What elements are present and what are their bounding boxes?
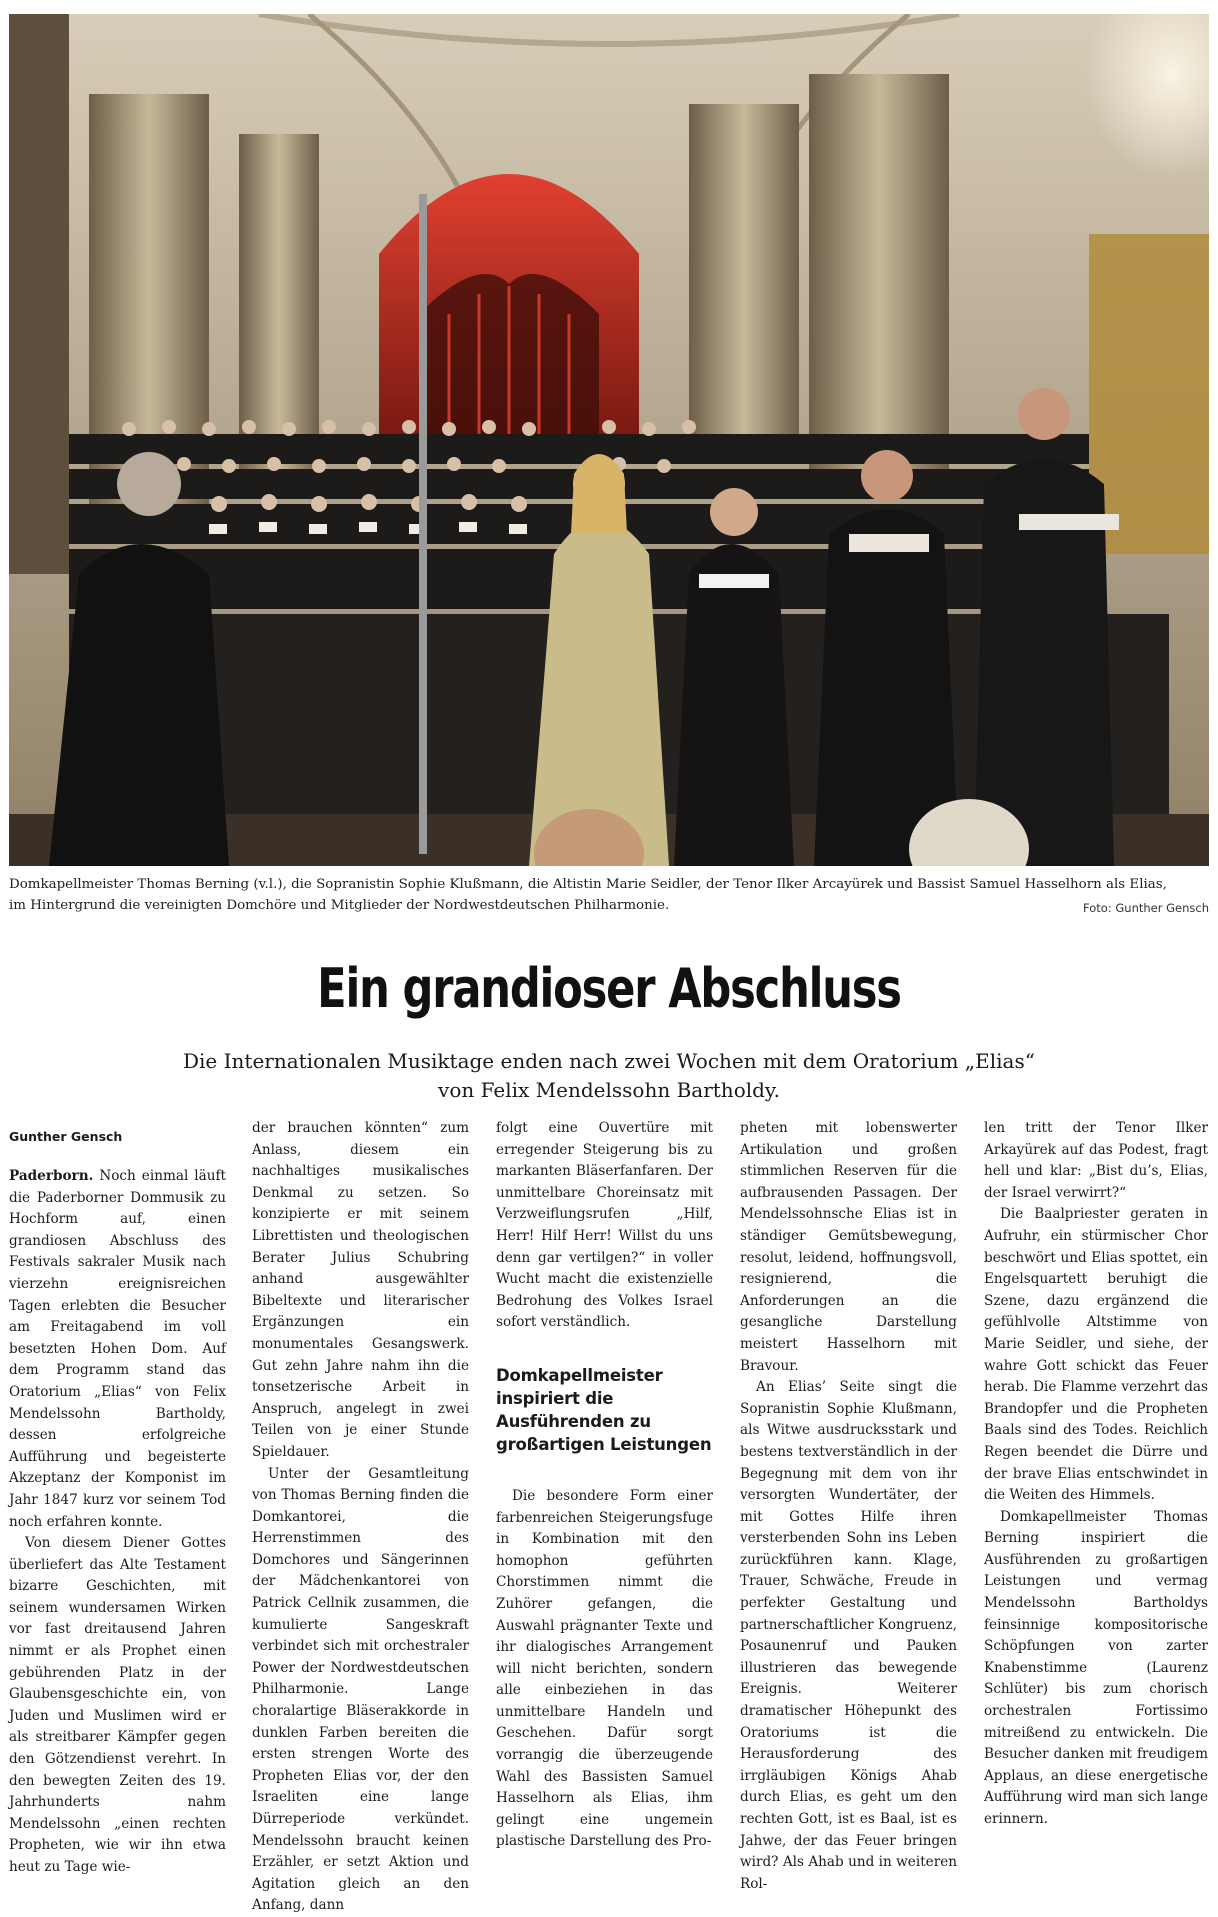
section-subtitle: Domkapellmeister inspiriert die Ausführenden zu großartigen Leistungen — [496, 1365, 712, 1454]
subheadline — [0, 1047, 1218, 1105]
article-column-5 — [984, 1118, 1208, 1831]
article-column-4 — [740, 1118, 957, 1895]
article-paragraph: Unter der Gesamtleitung von Thomas Berning finden die Domkantorei, die Herrenstimmen des Domchores und Sängerinnen der Mädchenkantorei von Patrick Cellnik zusammen, die kumulierte Sangeskraft verbindet sich mit orchestraler Power der Nordwestdeutschen Philharmonie. Lange choralartige Bläserakkorde in dunklen Farben bereiten die ersten strengen Worte des Propheten Elias vor, der den Israeliten eine lange Dürreperiode verkündet. Mendelssohn braucht keinen Erzähler, er setzt Aktion und Agitation gleich an den Anfang, dann — [252, 1465, 469, 1914]
article-paragraph — [9, 1166, 226, 1533]
article-paragraph: Domkapellmeister Thomas Berning inspiriert die Ausführenden zu großartigen Leistungen und vermag Mendelssohn Bartholdys feinsinnige kompositorische Schöpfungen von zarter Knabenstimme (Laurenz Schlüter) bis zum chorisch orchestralen Fortissimo mitreißend zu entwickeln. Die Besucher danken mit freudigem Applaus, an diese energetische Aufführung wird man sich lange erinnern. — [984, 1508, 1208, 1827]
article-paragraph: Von diesem Diener Gottes überliefert das Alte Testament bizarre Geschichten, mit seinem wundersamen Wirken vor fast dreitausend Jahren nimmt er als Prophet einen gebührenden Platz in der Glaubensgeschichte ein, von Juden und Muslimen wird er als streitbarer Kämpfer gegen den Götzendienst verehrt. In den bewegten Zeiten des 19. Jahrhunderts nahm Mendelssohn „einen rechten Propheten, wie wir ihn etwa heut zu Tage wie- — [9, 1535, 226, 1875]
photo-caption — [9, 874, 1209, 916]
headline: Ein grandioser Abschluss — [317, 957, 901, 1020]
caption-line-1: Domkapellmeister Thomas Berning (v.l.), die Sopranistin Sophie Klußmann, die Altistin Marie Seidler, der Tenor Ilker Arcayürek und Bassist Samuel Hasselhorn als Elias, — [9, 877, 1167, 892]
article-paragraph: pheten mit lobenswerter Artikulation und großen stimmlichen Reserven für die aufbrausenden Passagen. Der Mendelssohnsche Elias ist in ständiger Gemütsbewegung, resolut, leidend, hoffnungsvoll, resignierend, die Anforderungen an die gesangliche Darstellung meistert Hasselhorn mit Bravour. — [740, 1120, 957, 1374]
article-column-1 — [9, 1118, 226, 1879]
article-paragraph: len tritt der Tenor Ilker Arkayürek auf das Podest, fragt hell und klar: „Bist du’s, Elias, der Israel verwirrt?“ — [984, 1120, 1208, 1201]
article-column-3 — [496, 1118, 713, 1853]
caption-line-2: im Hintergrund die vereinigten Domchöre und Mitglieder der Nordwestdeutschen Philharmonie. — [9, 898, 670, 913]
article-paragraph: An Elias’ Seite singt die Sopranistin Sophie Klußmann, als Witwe ausdrucksstark und bestens textverständlich in der Begegnung mit dem von ihr versorgten Wundertäter, der mit Gottes Hilfe ihren versterbenden Sohn ins Leben zurückführen kann. Klage, Trauer, Schwäche, Freude in perfekter Gestaltung und partnerschaftlicher Kongruenz, Posaunenruf und Pauken illustrieren das bewegende Ereignis. Weiterer dramatischer Höhepunkt des Oratoriums ist die Herausforderung des irrgläubigen Königs Ahab durch Elias, es geht um den rechten Gott, ist es Baal, ist es Jahwe, der das Feuer bringen wird? Als Ahab und in weiteren Rol- — [740, 1379, 957, 1892]
article-column-2 — [252, 1118, 469, 1917]
article-paragraph: der brauchen könnten“ zum Anlass, diesem ein nachhaltiges musikalisches Denkmal zu setzen. So konzipierte er mit seinem Librettisten und theologischen Berater Julius Schubring anhand ausgewählter Bibeltexte und literarischer Ergänzungen ein monumentales Gesangswerk. Gut zehn Jahre nahm ihn die tonsetzerische Arbeit in Anspruch, angelegt in zwei Teilen von je einer Stunde Spieldauer. — [252, 1120, 469, 1460]
dateline: Paderborn. — [9, 1168, 94, 1184]
article-paragraph: Die Baalpriester geraten in Aufruhr, ein stürmischer Chor beschwört und Elias spottet, ein Engelsquartett beruhigt die Szene, dazu ergänzend die gefühlvolle Altstimme von Marie Seidler, und siehe, der wahre Gott schickt das Feuer herab. Die Flamme verzehrt das Brandopfer und die Propheten Baals sind des Todes. Reichlich Regen beendet die Dürre und der brave Elias entschwindet in die Weiten des Himmels. — [984, 1206, 1208, 1504]
paragraph-text: Noch einmal läuft die Paderborner Dommusik zu Hochform auf, einen grandiosen Abschluss des Festivals sakraler Musik nach vierzehn ereignisreichen Tagen erlebten die Besucher am Freitagabend im voll besetzten Hohen Dom. Auf dem Programm stand das Oratorium „Elias“ von Felix Mendelssohn Bartholdy, dessen erfolgreiche Aufführung und begeisterte Akzeptanz der Komponist im Jahr 1847 kurz vor seinem Tod noch erfahren konnte. — [9, 1168, 226, 1530]
photo-credit: Foto: Gunther Gensch — [1083, 901, 1209, 915]
article-paragraph: Die besondere Form einer farbenreichen Steigerungsfuge in Kombination mit den homophon geführten Chorstimmen nimmt die Zuhörer gefangen, die Auswahl prägnanter Texte und ihr dialogisches Arrangement will nicht berichten, sondern alle einbeziehen in das unmittelbare Handeln und Geschehen. Dafür sorgt vorrangig die überzeugende Wahl des Bassisten Samuel Hasselhorn als Elias, ihm gelingt eine ungemein plastische Darstellung des Pro- — [496, 1487, 713, 1850]
author-byline: Gunther Gensch — [9, 1129, 123, 1144]
subheadline-line-2: von Felix Mendelssohn Bartholdy. — [438, 1078, 780, 1102]
subheadline-line-1: Die Internationalen Musiktage enden nach zwei Wochen mit dem Oratorium „Elias“ — [183, 1049, 1035, 1073]
article-paragraph: folgt eine Ouvertüre mit erregender Steigerung bis zu markanten Bläserfanfaren. Der unmittelbare Choreinsatz mit Verzweiflungsrufen „Hilf, Herr! Hilf Herr! Willst du uns denn gar vertilgen?“ in voller Wucht macht die existenzielle Bedrohung des Volkes Israel sofort verständlich. — [496, 1120, 713, 1331]
concert-photo — [9, 14, 1209, 866]
concert-photo-icon — [9, 14, 1209, 866]
